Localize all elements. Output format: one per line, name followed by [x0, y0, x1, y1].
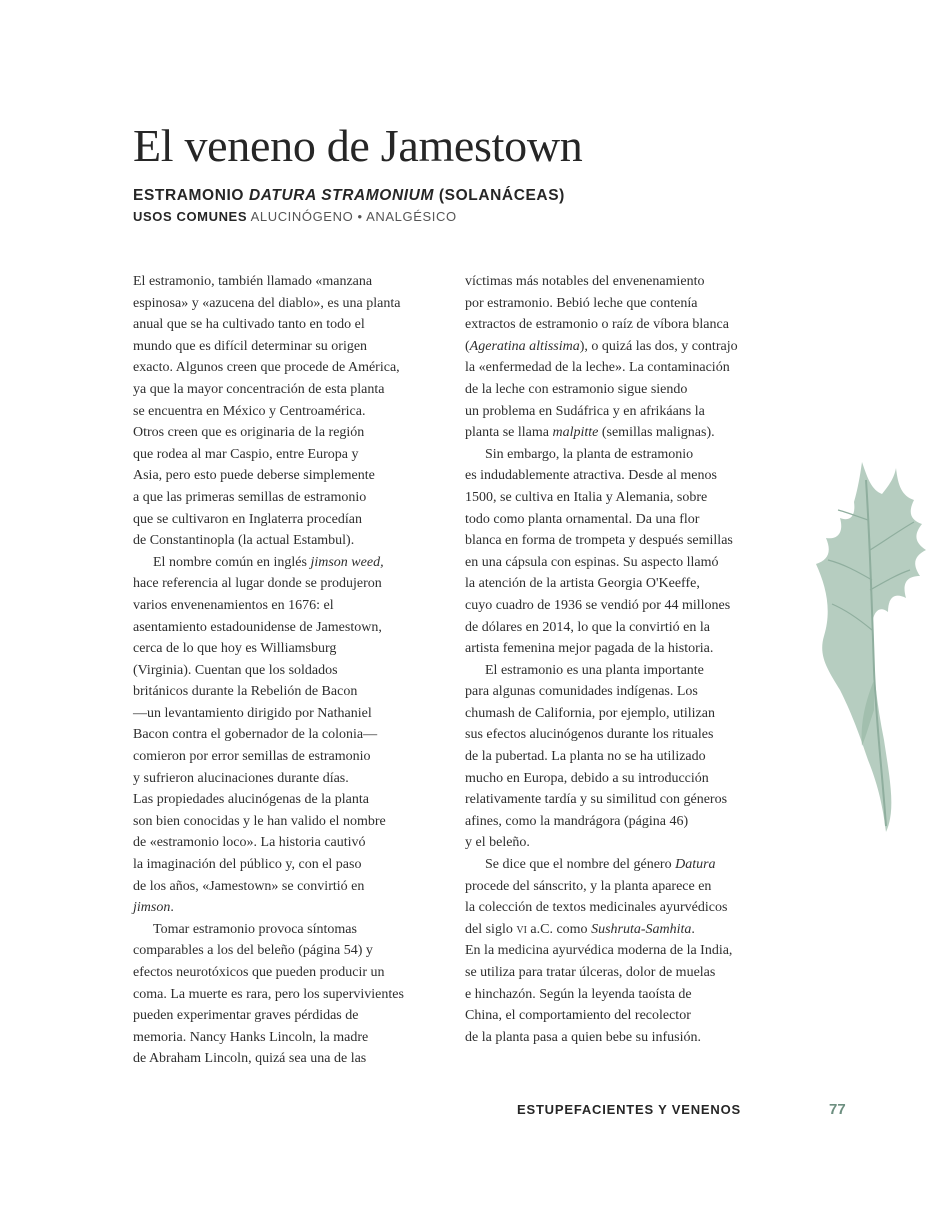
text-line: ya que la mayor concentración de esta planta — [133, 381, 385, 397]
text-line: de la planta pasa a quien bebe su infusión. — [465, 1029, 701, 1045]
text-line: jimson. — [133, 900, 174, 916]
uses-label: USOS COMUNES — [133, 209, 248, 224]
text-line: Tomar estramonio provoca síntomas — [153, 921, 357, 937]
text-line: memoria. Nancy Hanks Lincoln, la madre — [133, 1029, 369, 1045]
text-line: procede del sánscrito, y la planta aparece en — [465, 878, 712, 894]
text-line: asentamiento estadounidense de Jamestown, — [133, 619, 382, 635]
text-line: la «enfermedad de la leche». La contaminación — [465, 360, 730, 376]
page-title: El veneno de Jamestown — [133, 120, 583, 171]
text-line: y el beleño. — [465, 835, 530, 851]
text-line: mucho en Europa, debido a su introducción — [465, 770, 709, 786]
text-line: de la pubertad. La planta no se ha utilizado — [465, 749, 706, 765]
text-line: todo como planta ornamental. Da una flor — [465, 511, 700, 527]
plant-name-heading — [133, 186, 565, 206]
common-name: ESTRAMONIO — [133, 187, 245, 204]
text-line: para algunas comunidades indígenas. Los — [465, 684, 698, 700]
text-line: mundo que es difícil determinar su origen — [133, 338, 368, 354]
text-line: que se cultivaron en Inglaterra procedían — [133, 511, 362, 527]
text-line: relativamente tardía y su similitud con géneros — [465, 792, 728, 808]
text-line: afines, como la mandrágora (página 46) — [465, 813, 689, 829]
text-line: sus efectos alucinógenos durante los rituales — [465, 727, 714, 743]
text-line: coma. La muerte es rara, pero los supervivientes — [133, 986, 404, 1002]
text-line: Asia, pero esto puede deberse simplemente — [133, 468, 375, 484]
text-line: artista femenina mejor pagada de la historia. — [465, 641, 714, 657]
text-line: cuyo cuadro de 1936 se vendió por 44 millones — [465, 597, 731, 613]
text-line: blanca en forma de trompeta y después semillas — [465, 533, 733, 549]
text-line: (Ageratina altissima), o quizá las dos, y contrajo — [465, 338, 738, 354]
text-line: —un levantamiento dirigido por Nathaniel — [133, 705, 372, 721]
text-line: Se dice que el nombre del género Datura — [485, 857, 716, 873]
text-line: China, el comportamiento del recolector — [465, 1008, 691, 1024]
text-line: comieron por error semillas de estramonio — [133, 749, 371, 765]
text-line: en una cápsula con espinas. Su aspecto llamó — [465, 554, 719, 570]
common-uses — [133, 208, 457, 226]
right-text-column — [465, 271, 777, 1048]
text-line: de «estramonio loco». La historia cautivó — [133, 835, 366, 851]
text-line: chumash de California, por ejemplo, utilizan — [465, 705, 715, 721]
text-line: e hinchazón. Según la leyenda taoísta de — [465, 986, 692, 1002]
text-line: es indudablemente atractiva. Desde al menos — [465, 468, 717, 484]
text-line: El nombre común en inglés jimson weed, — [153, 554, 384, 570]
text-line: y sufrieron alucinaciones durante días. — [133, 770, 349, 786]
text-line: El estramonio es una planta importante — [485, 662, 704, 678]
text-line: de los años, «Jamestown» se convirtió en — [133, 878, 365, 894]
text-line: anual que se ha cultivado tanto en todo el — [133, 317, 365, 333]
text-line: a que las primeras semillas de estramonio — [133, 489, 367, 505]
text-line: espinosa» y «azucena del diablo», es una planta — [133, 295, 401, 311]
text-line: víctimas más notables del envenenamiento — [465, 274, 705, 289]
text-line: de Abraham Lincoln, quizá sea una de las — [133, 1051, 367, 1067]
text-line: exacto. Algunos creen que procede de América, — [133, 360, 400, 376]
text-line: El estramonio, también llamado «manzana — [133, 274, 373, 289]
text-line: de Constantinopla (la actual Estambul). — [133, 533, 355, 549]
text-line: son bien conocidas y le han valido el nombre — [133, 813, 386, 829]
text-line: Las propiedades alucinógenas de la planta — [133, 792, 369, 808]
text-line: del siglo vi a.C. como Sushruta-Samhita. — [465, 921, 695, 937]
text-line: Otros creen que es originaria de la región — [133, 425, 365, 441]
datura-leaf-illustration — [810, 460, 930, 840]
text-line: planta se llama malpitte (semillas malignas). — [465, 425, 715, 441]
text-line: la colección de textos medicinales ayurvédicos — [465, 900, 728, 916]
text-line: comparables a los del beleño (página 54) y — [133, 943, 373, 959]
text-line: En la medicina ayurvédica moderna de la India, — [465, 943, 733, 959]
text-line: Sin embargo, la planta de estramonio — [485, 446, 694, 462]
text-line: la imaginación del público y, con el paso — [133, 857, 362, 873]
text-line: varios envenenamientos en 1676: el — [133, 597, 334, 613]
text-line: que rodea al mar Caspio, entre Europa y — [133, 446, 359, 462]
text-line: por estramonio. Bebió leche que contenía — [465, 295, 698, 311]
text-line: (Virginia). Cuentan que los soldados — [133, 662, 338, 678]
text-line: un problema en Sudáfrica y en afrikáans la — [465, 403, 705, 419]
text-line: pueden experimentar graves pérdidas de — [133, 1008, 359, 1024]
text-line: efectos neurotóxicos que pueden producir un — [133, 965, 385, 980]
text-line: la atención de la artista Georgia O'Keeffe, — [465, 576, 700, 592]
text-line: se encuentra en México y Centroamérica. — [133, 403, 366, 419]
family-name: (SOLANÁCEAS) — [438, 187, 565, 204]
text-line: de dólares en 2014, lo que la convirtió en la — [465, 619, 710, 635]
text-line: británicos durante la Rebelión de Bacon — [133, 684, 358, 700]
text-line: hace referencia al lugar donde se produjeron — [133, 576, 382, 592]
text-line: se utiliza para tratar úlceras, dolor de muelas — [465, 965, 716, 980]
text-line: Bacon contra el gobernador de la colonia— — [133, 727, 378, 743]
left-text-column — [133, 271, 445, 1070]
text-line: cerca de lo que hoy es Williamsburg — [133, 641, 337, 657]
latin-name: DATURA STRAMONIUM — [248, 187, 434, 204]
page-number: 77 — [829, 1101, 846, 1118]
text-line: extractos de estramonio o raíz de víbora blanca — [465, 317, 729, 333]
text-line: de la leche con estramonio sigue siendo — [465, 381, 688, 397]
footer-section-title: ESTUPEFACIENTES Y VENENOS — [517, 1102, 741, 1117]
uses-value: ALUCINÓGENO • ANALGÉSICO — [250, 209, 457, 224]
text-line: 1500, se cultiva en Italia y Alemania, sobre — [465, 489, 708, 505]
